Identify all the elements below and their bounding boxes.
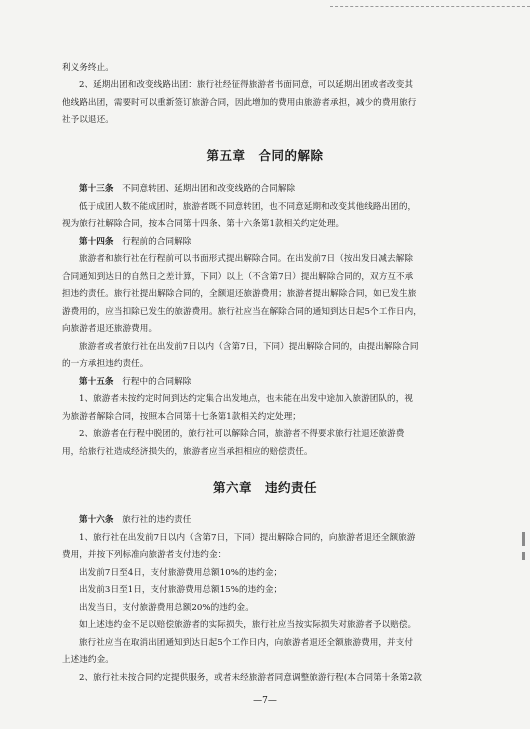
page-number: —7—: [253, 696, 277, 706]
scan-top-rule: [330, 6, 530, 7]
text-line: 出发前3日至1日，支付旅游费用总额15%的违约金；: [79, 585, 283, 595]
text-line: 利义务终止。: [62, 63, 114, 73]
text-line: 出发前7日至4日，支付旅游费用总额10%的违约金；: [79, 567, 283, 578]
text-line: 2、旅行社未按合同约定提供服务，或者未经旅游者同意调整旅游行程(本合同第十条第2款: [79, 672, 422, 683]
text-line: 游费用的，应当扣除已发生的旅游费用。旅行社应当在解除合同的通知到达日起5个工作日内，: [62, 306, 422, 317]
text-line: 向旅游者退还旅游费用。: [62, 324, 158, 334]
article-number: 第十四条: [79, 236, 114, 247]
text-line: 的一方承担违约责任。: [62, 359, 149, 369]
article-heading: [62, 512, 474, 530]
text-line: 2、延期出团和改变线路出团：旅行社经征得旅游者书面同意，可以延期出团或者改变其: [79, 80, 413, 90]
article-heading: [62, 234, 474, 252]
article-number: 第十五条: [79, 376, 114, 387]
scan-edge-mark: [522, 532, 525, 546]
text-line: 出发当日，支付旅游费用总额20%的违约金。: [79, 602, 254, 613]
text-line: 1、旅游者未按约定时间到达约定集合出发地点，也未能在出发中途加入旅游团队的，视: [79, 394, 413, 404]
text-line: 2、旅游者在行程中脱团的，旅行社可以解除合同，旅游者不得要求旅行社退还旅游费: [79, 429, 405, 439]
article-heading: [62, 374, 474, 392]
text-line: 合同通知到达日的自然日之差计算，下同）以上（不含第7日）提出解除合同的，双方互不承: [62, 271, 414, 282]
article-title: 旅行社的违约责任: [122, 515, 192, 525]
text-line: 社予以退还。: [62, 115, 114, 125]
text-line: 费用，并按下列标准向旅游者支付违约金：: [62, 550, 227, 560]
text-line: 旅游者或者旅行社在出发前7日以内（含第7日，下同）提出解除合同的，由提出解除合同: [79, 341, 419, 352]
text-line: 1、旅行社在出发前7日以内（含第7日，下同）提出解除合同的，向旅游者退还全额旅游: [79, 532, 416, 543]
article-number: 第十六条: [79, 515, 114, 525]
text-line: 旅游者和旅行社在行程前可以书面形式提出解除合同。在出发前7日（按出发日减去解除: [79, 254, 413, 264]
text-line: 用，给旅行社造成经济损失的，旅游者应当承担相应的赔偿责任。: [62, 446, 313, 457]
article-title: 行程中的合同解除: [122, 376, 192, 387]
chapter-heading: 第五章 合同的解除: [206, 148, 324, 163]
article-number: 第十三条: [79, 184, 114, 194]
article-heading: [62, 181, 474, 199]
text-line: 视为旅行社解除合同，按本合同第十四条、第十六条第1款相关约定处理。: [62, 219, 345, 229]
article-title: 不同意转团、延期出团和改变线路的合同解除: [122, 184, 296, 194]
article-title: 行程前的合同解除: [122, 236, 192, 247]
text-line: 旅行社应当在取消出团通知到达日起5个工作日内，向旅游者退还全额旅游费用，并支付: [79, 637, 413, 648]
text-line: 上述违约金。: [62, 655, 114, 665]
text-line: 他线路出团，需要时可以重新签订旅游合同，因此增加的费用由旅游者承担，减少的费用旅行: [62, 97, 417, 108]
scan-edge-mark: [522, 552, 525, 560]
text-line: 低于成团人数不能成团时，旅游者既不同意转团，也不同意延期和改变其他线路出团的，: [79, 201, 417, 212]
text-line: 担违约责任。旅行社提出解除合同的，全额退还旅游费用；旅游者提出解除合同，如已发生旅: [62, 289, 417, 299]
chapter-heading: 第六章 违约责任: [212, 480, 317, 495]
text-line: 如上述违约金不足以赔偿旅游者的实际损失，旅行社应当按实际损失对旅游者予以赔偿。: [79, 620, 417, 630]
text-line: 为旅游者解除合同，按照本合同第十七条第1款相关约定处理；: [62, 411, 301, 422]
